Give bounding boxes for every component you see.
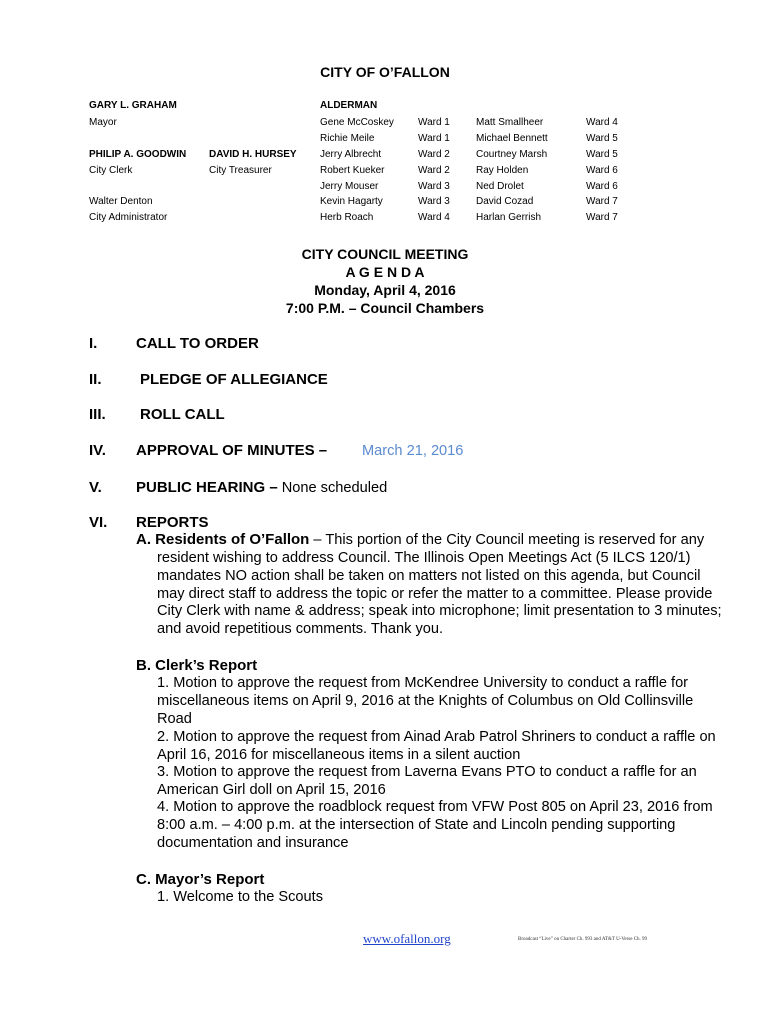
public-hearing-line xyxy=(136,479,387,497)
clerks-report-heading: B. Clerk’s Report xyxy=(136,657,258,674)
alderman-ward: Ward 1 xyxy=(418,133,450,144)
residents-heading: A. Residents of O’Fallon xyxy=(136,531,310,548)
clerk-item: 1. Motion to approve the request from McKendree University to conduct a raffle for miscellaneous items on April 9, 2016 at the Knights of Columbus on Old Collinsville Road xyxy=(157,675,694,727)
section-number: II. xyxy=(89,371,102,388)
agenda-title: A G E N D A xyxy=(345,264,425,280)
alderman-name: Jerry Albrecht xyxy=(320,149,382,160)
broadcast-note: Broadcast “Live” on Charter Ch. 993 and AT&T U-Verse Ch. 99 xyxy=(518,937,648,942)
alderman-ward: Ward 2 xyxy=(418,165,450,176)
section-number: V. xyxy=(89,479,102,496)
alderman-ward: Ward 3 xyxy=(418,181,450,192)
alderman-heading: ALDERMAN xyxy=(320,100,378,111)
section-label: ROLL CALL xyxy=(140,406,225,423)
mayor-item: 1. Welcome to the Scouts xyxy=(157,889,324,905)
alderman-name: Harlan Gerrish xyxy=(476,212,542,223)
alderman-name: Richie Meile xyxy=(320,133,375,144)
section-number: I. xyxy=(89,335,98,352)
alderman-ward: Ward 7 xyxy=(586,212,618,223)
section-label: REPORTS xyxy=(136,514,209,531)
alderman-name: Courtney Marsh xyxy=(476,149,548,160)
clerk-name: PHILIP A. GOODWIN xyxy=(89,149,187,160)
alderman-name: Ned Drolet xyxy=(476,181,524,192)
meeting-time-location: 7:00 P.M. – Council Chambers xyxy=(285,300,485,316)
alderman-ward: Ward 4 xyxy=(586,117,618,128)
alderman-ward: Ward 4 xyxy=(418,212,450,223)
meeting-date: Monday, April 4, 2016 xyxy=(314,282,456,298)
alderman-name: Ray Holden xyxy=(476,165,529,176)
public-hearing-text: None scheduled xyxy=(277,480,388,496)
alderman-ward: Ward 5 xyxy=(586,149,618,160)
clerk-title: City Clerk xyxy=(89,165,133,176)
section-label: APPROVAL OF MINUTES – xyxy=(136,442,328,459)
section-label: CALL TO ORDER xyxy=(136,335,259,352)
mayor-name: GARY L. GRAHAM xyxy=(89,100,177,111)
alderman-ward: Ward 7 xyxy=(586,196,618,207)
alderman-ward: Ward 6 xyxy=(586,181,618,192)
residents-intro: – This portion of the City Council meeting is reserved for any xyxy=(309,532,705,548)
alderman-name: Herb Roach xyxy=(320,212,374,223)
residents-body: resident wishing to address Council. The Illinois Open Meetings Act (5 ILCS 120/1) mandates NO action shall be taken on matters not listed on this agenda, but Council may direct staff to address the topic or refer the matter to a committee. Please provide City Clerk with name & address; speak into microphone; limit presentation to 3 minutes; and avoid repetitious comments. Thank you. xyxy=(157,550,722,638)
mayors-report-heading: C. Mayor’s Report xyxy=(136,871,265,888)
alderman-ward: Ward 5 xyxy=(586,133,618,144)
meeting-title: CITY COUNCIL MEETING xyxy=(301,246,469,262)
section-label: PUBLIC HEARING – xyxy=(136,479,278,496)
admin-name: Walter Denton xyxy=(89,196,153,207)
alderman-name: Michael Bennett xyxy=(476,133,548,144)
clerk-item: 2. Motion to approve the request from Ainad Arab Patrol Shriners to conduct a raffle on April 16, 2016 for miscellaneous items in a silent auction xyxy=(157,729,716,763)
residents-heading-line xyxy=(136,531,704,549)
admin-title: City Administrator xyxy=(89,212,168,223)
alderman-name: David Cozad xyxy=(476,196,534,207)
alderman-name: Matt Smallheer xyxy=(476,117,544,128)
website-link[interactable]: www.ofallon.org xyxy=(363,931,451,946)
alderman-name: Jerry Mouser xyxy=(320,181,379,192)
minutes-link[interactable]: March 21, 2016 xyxy=(362,443,464,459)
alderman-ward: Ward 2 xyxy=(418,149,450,160)
alderman-name: Robert Kueker xyxy=(320,165,385,176)
city-title: CITY OF O’FALLON xyxy=(320,64,450,80)
alderman-ward: Ward 6 xyxy=(586,165,618,176)
section-label: PLEDGE OF ALLEGIANCE xyxy=(140,371,328,388)
alderman-name: Kevin Hagarty xyxy=(320,196,383,207)
treasurer-name: DAVID H. HURSEY xyxy=(209,149,297,160)
mayor-title: Mayor xyxy=(89,117,117,128)
treasurer-title: City Treasurer xyxy=(209,165,272,176)
alderman-ward: Ward 3 xyxy=(418,196,450,207)
section-number: IV. xyxy=(89,442,106,459)
clerk-item: 3. Motion to approve the request from Laverna Evans PTO to conduct a raffle for an American Girl doll on April 15, 2016 xyxy=(157,764,697,798)
section-number: VI. xyxy=(89,514,108,531)
section-number: III. xyxy=(89,406,106,423)
alderman-ward: Ward 1 xyxy=(418,117,450,128)
clerk-item: 4. Motion to approve the roadblock request from VFW Post 805 on April 23, 2016 from 8:00 a.m. – 4:00 p.m. at the intersection of State and Lincoln pending supporting documentation and insurance xyxy=(157,799,713,851)
alderman-name: Gene McCoskey xyxy=(320,117,394,128)
